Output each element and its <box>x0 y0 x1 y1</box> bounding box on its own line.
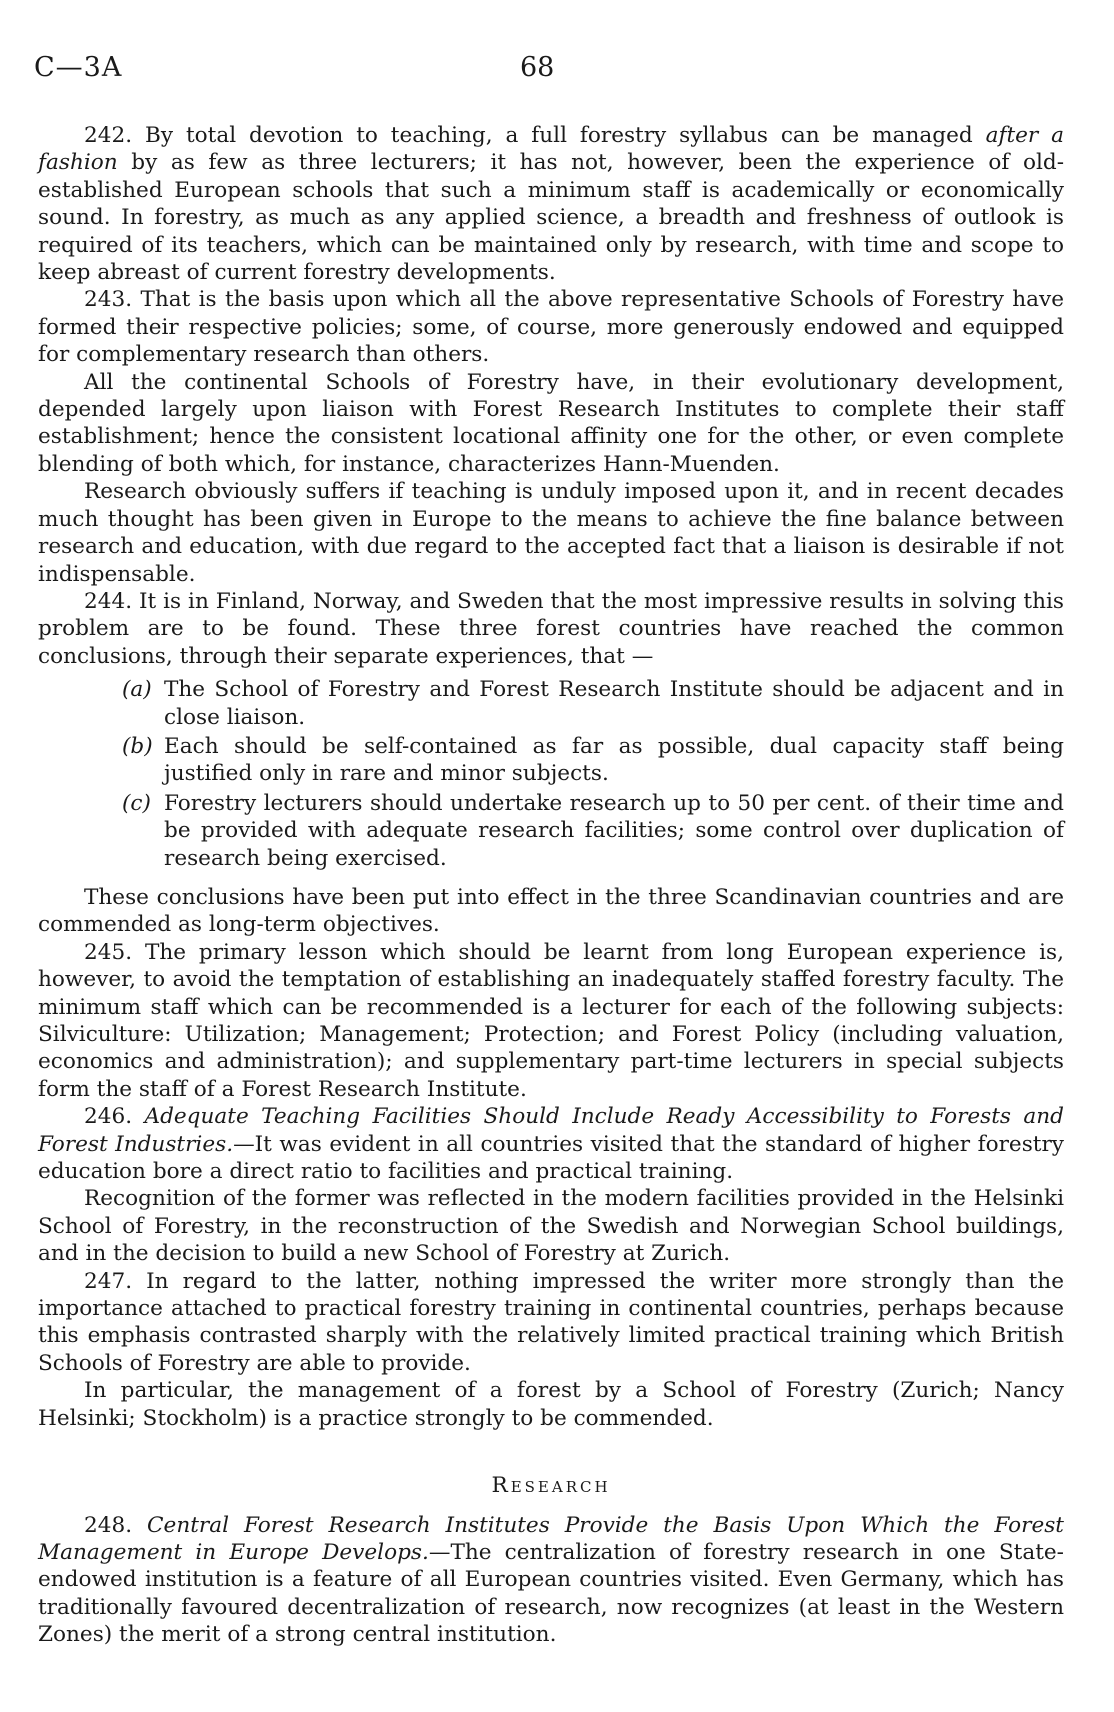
paragraph-text: By total devotion to teaching, a full forestry syllabus can be managed <box>145 123 986 148</box>
paragraph-text: Research obviously suffers if teaching is unduly imposed upon it, and in recent decades much thought has been given in Europe to the means to achieve the fine balance between research and education, with due regard to the accepted fact that a liaison is desirable if not indispensable. <box>38 479 1064 587</box>
paragraph-text: In particular, the management of a forest by a School of Forestry (Zurich; Nancy Helsinki; Stockholm) is a practice strongly to be commended. <box>38 1378 1064 1431</box>
document-reference: C—3A <box>34 52 123 83</box>
paragraph-number: 242. <box>84 123 133 148</box>
list-item <box>38 790 1064 872</box>
paragraph-246-continued <box>38 1185 1064 1267</box>
paragraph-243-continued-2 <box>38 478 1064 588</box>
paragraph-text: —The centralization of forestry research in one State-endowed institution is a feature of all European countries visited. Even Germany, which has traditionally favoured decentralization of research, now recognizes (at least in the Western Zones) the merit of a strong central institution. <box>38 1539 1064 1648</box>
paragraph-text: Recognition of the former was reflected in the modern facilities provided in the Helsinki School of Forestry, in the reconstruction of the Swedish and Norwegian School buildings, and in the decision to build a new School of Forestry at Zurich. <box>38 1186 1064 1267</box>
list-item <box>38 676 1064 731</box>
paragraph-text: —It was evident in all countries visited that the standard of higher forestry education bore a direct ratio to facilities and practical training. <box>38 1131 1064 1185</box>
list-item <box>38 733 1064 788</box>
paragraph-text: These conclusions have been put into effect in the three Scandinavian countries and are commended as long-term objectives. <box>38 884 1064 938</box>
paragraph-247-continued <box>38 1377 1064 1432</box>
paragraph-italic-title: Central Forest Research Institutes Provide the Basis Upon Which the Forest Management in Europe Develops. <box>38 1512 1064 1565</box>
paragraph-text: by as few as three lecturers; it has not, however, been the experience of old-established European schools that such a minimum staff is academically or economically sound. In forestry, as much as any applied science, a breadth and freshness of outlook is required of its teachers, which can be maintained only by research, with time and scope to keep abreast of current forestry developments. <box>38 150 1064 286</box>
list-item-text: Each should be self-contained as far as possible, dual capacity staff being justified only in rare and minor subjects. <box>164 733 1064 787</box>
paragraph-number: 246. <box>84 1104 133 1130</box>
paragraph-243-continued <box>38 369 1064 479</box>
paragraph-247 <box>38 1268 1064 1378</box>
paragraph-number: 247. <box>84 1268 133 1294</box>
paragraph-246 <box>38 1103 1064 1185</box>
list-marker: (a) <box>122 677 152 703</box>
section-heading-research: Research <box>491 1473 611 1499</box>
paragraph-number: 245. <box>84 939 133 965</box>
document-body <box>38 122 1064 1649</box>
paragraph-text: That is the basis upon which all the above representative Schools of Forestry have formed their respective policies; some, of course, more generously endowed and equipped for complementary research than others. <box>38 287 1064 368</box>
paragraph-244-continued <box>38 884 1064 939</box>
paragraph-number: 248. <box>84 1512 133 1538</box>
page-number: 68 <box>520 52 555 83</box>
paragraph-italic-title: Adequate Teaching Facilities Should Include Ready Accessibility to Forests and Forest Industries. <box>38 1104 1064 1157</box>
conclusions-list <box>38 676 1064 872</box>
page-header <box>34 52 1080 92</box>
paragraph-text: The primary lesson which should be learnt from long European experience is, however, to avoid the temptation of establishing an inadequately staffed forestry faculty. The minimum staff which can be recommended is a lecturer for each of the following subjects: Silviculture: Utilization; Management; Protection; and Forest Policy (including valuation, economics and administration); and supplementary part-time lecturers in special subjects form the staff of a Forest Research Institute. <box>38 939 1064 1102</box>
paragraph-text: All the continental Schools of Forestry have, in their evolutionary development, depended largely upon liaison with Forest Research Institutes to complete their staff establishment; hence the consistent locational affinity one for the other, or even complete blending of both which, for instance, characterizes Hann-Muenden. <box>38 369 1064 477</box>
list-item-text: The School of Forestry and Forest Research Institute should be adjacent and in close liaison. <box>164 677 1064 730</box>
paragraph-243 <box>38 286 1064 368</box>
paragraph-number: 243. <box>84 287 133 313</box>
paragraph-italic: after a fashion <box>38 123 1064 176</box>
paragraph-242 <box>38 122 1064 286</box>
list-marker: (c) <box>122 790 151 816</box>
paragraph-244 <box>38 588 1064 670</box>
list-marker: (b) <box>122 733 153 759</box>
paragraph-245 <box>38 939 1064 1103</box>
list-item-text: Forestry lecturers should undertake research up to 50 per cent. of their time and be provided with adequate research facilities; some control over duplication of research being exercised. <box>164 790 1064 871</box>
paragraph-text: It is in Finland, Norway, and Sweden that the most impressive results in solving this problem are to be found. These three forest countries have reached the common conclusions, through their separate experiences, that — <box>38 588 1064 669</box>
paragraph-number: 244. <box>84 588 133 614</box>
paragraph-248 <box>38 1512 1064 1649</box>
paragraph-text: In regard to the latter, nothing impressed the writer more strongly than the importance attached to practical forestry training in continental countries, perhaps because this emphasis contrasted sharply with the relatively limited practical training which British Schools of Forestry are able to provide. <box>38 1268 1064 1376</box>
